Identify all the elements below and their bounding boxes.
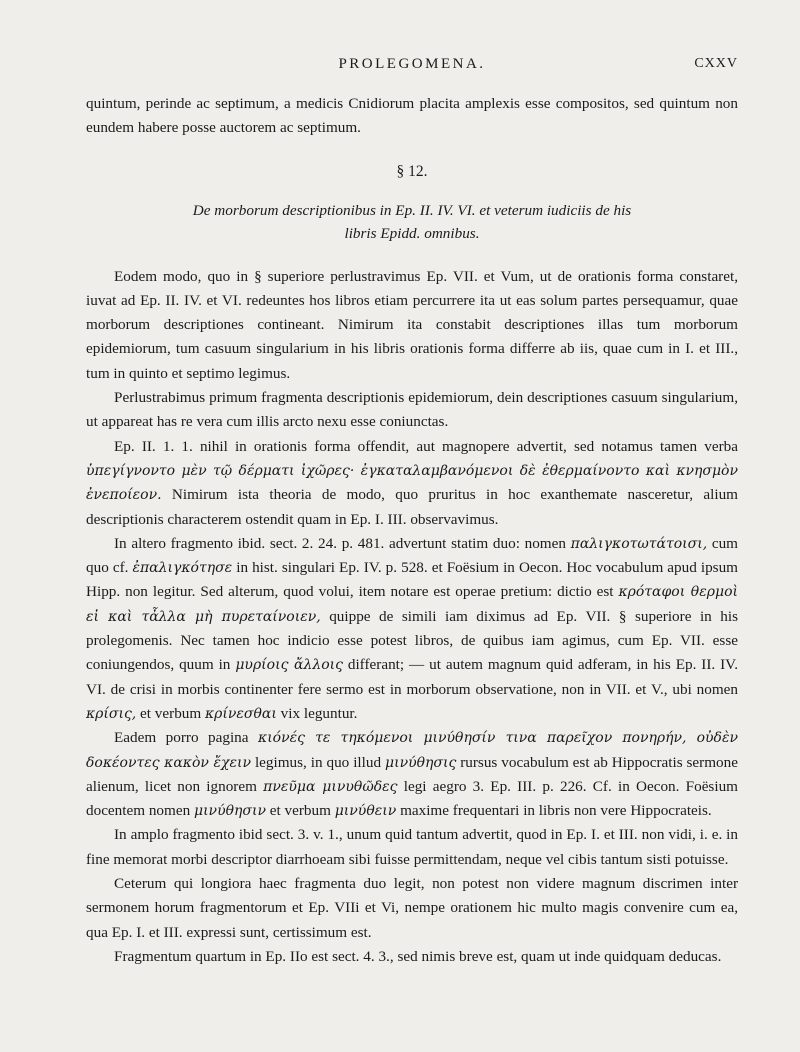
paragraph-2: Perlustrabimus primum fragmenta descriptionis epidemiorum, dein descriptiones casuum singularium, ut appareat has re vera cum illis arcto nexu esse coniunctas. <box>86 389 738 431</box>
paragraph-5 <box>86 726 738 823</box>
text-run: differant; — ut autem magnum quid adferam, in his Ep. II. IV. VI. de crisi in morbis continenter fere sermo est in morborum observatione, non in VII. et V., ubi nomen <box>86 656 738 698</box>
intro-paragraph: quintum, perinde ac septimum, a medicis Cnidiorum placita amplexis esse compositos, sed quintum non eundem habere posse auctorem ac septimum. <box>86 95 738 137</box>
greek-quote: κιόνές τε τηκόμενοι μινύθησίν τινα παρεῖχον πονηρήν, οὐδὲν δοκέοντες κακὸν ἔχειν <box>86 730 738 771</box>
text-run: Ep. II. 1. 1. nihil in orationis forma offendit, aut magnopere advertit, sed notamus tamen verba <box>114 437 738 455</box>
text-run: Eadem porro pagina <box>114 729 259 747</box>
page-number: CXXV <box>694 56 738 71</box>
section-number: § 12. <box>396 162 428 180</box>
greek-term: μινύθησιν <box>193 803 266 820</box>
running-head <box>86 56 738 82</box>
paragraph-6: In amplo fragmento ibid sect. 3. v. 1., unum quid tantum advertit, quod in Ep. I. et III. non vidi, i. e. in fine memorat morbi descriptor diarrhoeam sibi fuisse permittendam, neque vel cibis tantum sisti potuisse. <box>86 826 738 868</box>
section-subtitle <box>86 199 738 245</box>
text-run: vix leguntur. <box>276 704 358 722</box>
text-run: cum quo cf. <box>86 534 738 577</box>
text-run: et verbum <box>265 802 335 820</box>
text-run: quippe de simili iam diximus ad Ep. VII. § superiore in his prolegomenis. Nec tamen hoc indicio esse potest libros, de quibus iam agimus, cum Ep. VII. esse coniungendos, quum in <box>86 607 738 674</box>
text-run: Nimirum ista theoria de modo, quo pruritus in hoc exanthemate nasceretur, alium descriptionis characterem ostendit quam in Ep. I. III. observavimus. <box>86 486 738 528</box>
paragraph-1: Eodem modo, quo in § superiore perlustravimus Ep. VII. et Vum, ut de orationis forma constaret, iuvat ad Ep. II. IV. et VI. redeuntes hos libros etiam percurrere ita ut eas solum partes persequamur, quae morborum descriptiones contineant. Nimirum ita constabit descriptiones illas tum morborum epidemiorum, tum casuum singularium in his libris orationis forma differre ab iis, quae cum in I. et III., tum in quinto et septimo legimus. <box>86 267 738 382</box>
text-run: legimus, in quo illud <box>251 753 385 771</box>
greek-term: μυρίοις ἄλλοις <box>235 657 343 674</box>
subtitle-line-1: De morborum descriptionibus in Ep. II. IV. VI. et veterum iudiciis de his <box>192 201 632 219</box>
greek-term: κρίνεσθαι <box>205 705 277 722</box>
greek-term: μινύθησις <box>384 754 457 771</box>
greek-quote: ὑπεγίγνοντο μὲν τῷ δέρματι ἰχῶρες· ἐγκαταλαμβανόμενοι δὲ ἐθερμαίνοντο καὶ κνησμὸν ἐνεποίεον. <box>86 462 738 504</box>
greek-term: κρίσις, <box>86 705 137 722</box>
text-run: et verbum <box>136 704 205 722</box>
greek-term: ἐπαλιγκότησε <box>132 560 233 577</box>
running-title: PROLEGOMENA. <box>338 56 486 72</box>
paragraph-3 <box>86 435 738 532</box>
paragraph-8: Fragmentum quartum in Ep. IIo est sect. 4. 3., sed nimis breve est, quam ut inde quidquam deducas. <box>114 947 722 965</box>
greek-term: παλιγκοτωτάτοισι, <box>570 535 708 552</box>
subtitle-line-2: libris Epidd. omnibus. <box>344 224 480 242</box>
greek-term: πνεῦμα μινυθῶδες <box>263 778 398 795</box>
paragraph-4 <box>86 532 738 726</box>
text-run: In altero fragmento ibid. sect. 2. 24. p. 481. advertunt statim duo: nomen <box>114 534 571 552</box>
text-run: in hist. singulari Ep. IV. p. 528. et Foësium in Oecon. Hoc vocabulum apud ipsum Hipp. non legitur. Sed alterum, quod volui, item notare est operae pretium: dictio est <box>86 559 738 601</box>
text-run: rursus vocabulum est ab Hippocratis sermone alienum, licet non ignorem <box>86 753 738 795</box>
text-run: maxime frequentari in libris non vere Hippocrateis. <box>396 802 712 820</box>
greek-quote: κρόταφοι θερμοὶ εἰ καὶ τἆλλα μὴ πυρεταίνοιεν, <box>86 584 738 625</box>
paragraph-7: Ceterum qui longiora haec fragmenta duo legit, non potest non videre magnum discrimen inter sermonem horum fragmentorum et Ep. VIIi et Vi, nempe orationem hic multo magis convenire cum ea, qua Ep. I. et III. expressi sunt, certissimum est. <box>86 875 738 941</box>
text-run: legi aegro 3. Ep. III. p. 226. Cf. in Oecon. Foësium docentem nomen <box>86 777 738 820</box>
greek-term: μινύθειν <box>334 803 397 820</box>
